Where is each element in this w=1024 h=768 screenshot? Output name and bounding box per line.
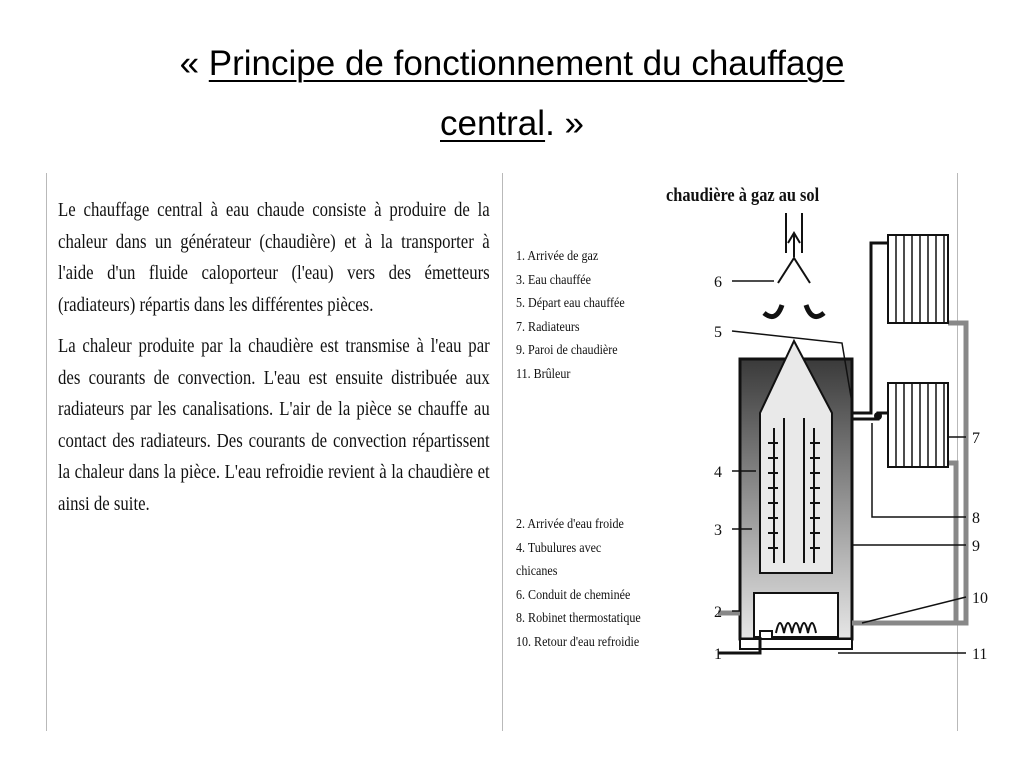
callout-9: 9	[972, 538, 980, 555]
radiator-top	[888, 235, 948, 323]
boiler-diagram	[656, 213, 988, 723]
legend-item: 6. Conduit de cheminée	[516, 587, 631, 603]
legend-item: 11. Brûleur	[516, 366, 571, 382]
legend-item: 1. Arrivée de gaz	[516, 249, 599, 264]
diagram-title: chaudière à gaz au sol	[666, 185, 820, 206]
legend-item: 10. Retour d'eau refroidie	[516, 634, 640, 650]
legend-even	[516, 513, 654, 654]
legend-item: 8. Robinet thermostatique	[516, 611, 641, 626]
callout-8: 8	[972, 510, 980, 527]
scan-border-right	[957, 173, 958, 731]
callout-4: 4	[714, 464, 722, 481]
chimney-flue	[764, 213, 824, 317]
boiler-body	[740, 323, 852, 649]
legend-item: 2. Arrivée d'eau froide	[516, 517, 624, 532]
description-text	[58, 195, 490, 530]
page-title-line-2	[0, 104, 1024, 144]
title-close: . »	[545, 104, 584, 143]
callout-5: 5	[714, 324, 722, 341]
scan-border-left	[46, 173, 47, 731]
title-main: Principe de fonctionnement du chauffage	[208, 44, 845, 83]
legend-item: chicanes	[516, 564, 558, 579]
callout-3: 3	[714, 522, 722, 539]
radiator-bottom	[888, 383, 948, 467]
paragraph-1: Le chauffage central à eau chaude consiste à produire de la chaleur dans un générateur (chaudière) et à la transporter à l'aide d'un fluide caloporteur (l'eau) vers des émetteurs (radiateurs) répartis dans les différentes pièces.	[58, 200, 490, 316]
callout-10: 10	[972, 590, 988, 607]
callout-6: 6	[714, 274, 722, 291]
legend-item: 7. Radiateurs	[516, 319, 580, 335]
callout-1: 1	[714, 646, 722, 663]
title-second: central	[440, 104, 546, 143]
page-title	[0, 44, 1024, 84]
legend-odd	[516, 245, 654, 386]
scan-divider	[502, 173, 503, 731]
callout-2: 2	[714, 604, 722, 621]
callout-11: 11	[972, 646, 988, 663]
legend-item: 9. Paroi de chaudière	[516, 343, 618, 358]
thermostatic-valve	[874, 412, 882, 420]
paragraph-2: La chaleur produite par la chaudière est transmise à l'eau par des courants de convection. L'eau est ensuite distribuée aux radiateurs par les canalisations. L'air de la pièce se chauffe au contact des radiateurs. Des courants de convection répartissent la chaleur dans la pièce. L'eau refroidie revient à la chaudière et ainsi de suite.	[58, 336, 490, 515]
legend-item: 5. Départ eau chauffée	[516, 296, 625, 311]
scanned-figure	[46, 173, 988, 731]
callout-7: 7	[972, 430, 980, 447]
legend-item: 3. Eau chauffée	[516, 272, 591, 288]
legend-item: 4. Tubulures avec	[516, 540, 602, 556]
title-open-quote: «	[179, 44, 209, 83]
